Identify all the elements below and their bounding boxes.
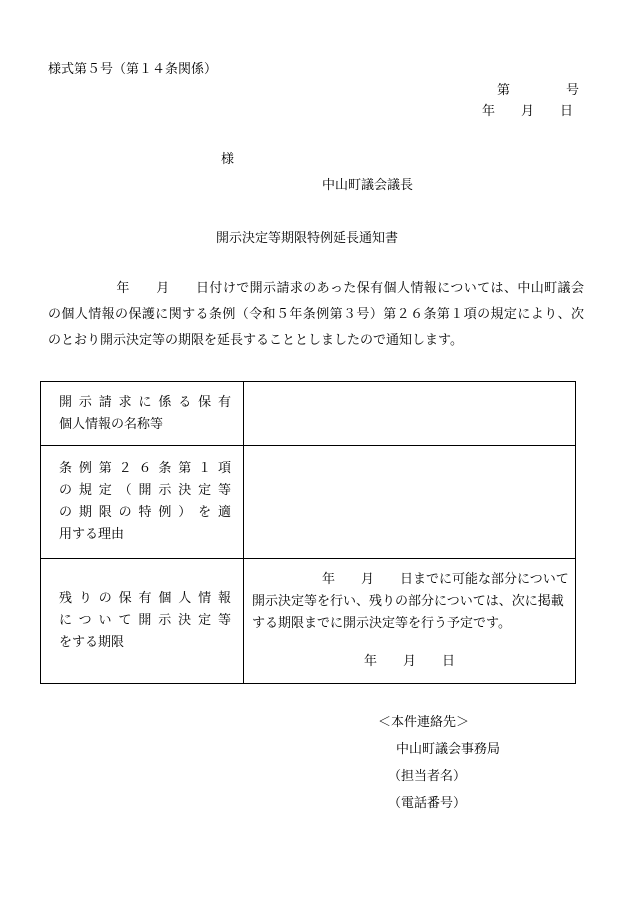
row3-deadline-date [252,651,567,673]
recipient-honorific: 様 [221,152,235,167]
row3-value-line3: する期限までに開示決定等を行う予定です。 [252,616,511,631]
body-line-1-text: 日付けで開示請求のあった保有個人情報については、中山町議会 [195,281,584,296]
row2-label-line: 条例第２６条第１項 [59,461,231,476]
header-date-day: 日 [560,104,574,119]
document-number-prefix: 第 [497,83,511,98]
body-date-year: 年 [116,281,130,296]
row2-label [41,446,244,559]
row2-label-line: の期限の特例）を適 [59,505,231,520]
row2-label-line: の規定（開示決定等 [59,483,231,498]
sender-title: 中山町議会議長 [322,178,414,193]
form-label: 様式第５号（第１４条関係） [48,62,218,77]
row3-deadline-month: 月 [402,654,416,669]
row1-value [244,382,576,446]
contact-office: 中山町議会事務局 [396,742,501,757]
row3-deadline-day: 日 [442,654,456,669]
header-date-month: 月 [521,104,535,119]
body-line-3: のとおり開示決定等の期限を延長することとしましたので通知します。 [48,333,463,348]
row3-date-year: 年 [322,572,336,587]
row1-label-line: 開示請求に係る保有 [59,394,231,410]
document-title: 開示決定等期限特例延長通知書 [216,231,399,246]
header-date [482,105,573,118]
body-line-2: の個人情報の保護に関する条例（令和５年条例第３号）第２６条第１項の規定により、次 [48,307,584,322]
body-date-month: 月 [155,281,170,296]
document-number-suffix: 号 [566,83,580,98]
body-line-1 [48,276,584,302]
contact-heading: ＜本件連絡先＞ [378,715,470,730]
row2-label-line: 用する理由 [59,527,125,542]
notice-table [40,381,576,684]
table-row [41,446,576,559]
row3-label-line: 残りの保有個人情報 [59,591,231,606]
row3-value-line1-text: 日までに可能な部分について [400,572,569,587]
table-row [41,559,576,684]
contact-person: （担当者名） [388,769,467,784]
row3-value-line1 [252,569,567,591]
header-date-year: 年 [482,104,496,119]
document-number [497,84,579,97]
row3-label [41,559,244,684]
row3-label-line: について開示決定等 [59,613,231,628]
row3-date-month: 月 [361,572,375,587]
row1-label [41,382,244,446]
row3-value-line2: 開示決定等を行い、残りの部分については、次に掲載 [252,594,564,609]
row3-deadline-year: 年 [363,654,377,669]
row2-value [244,446,576,559]
row3-value [244,559,576,684]
contact-phone: （電話番号） [388,796,467,811]
row3-label-line: をする期限 [59,635,125,650]
table-row [41,382,576,446]
row1-label-line: 個人情報の名称等 [59,416,164,432]
